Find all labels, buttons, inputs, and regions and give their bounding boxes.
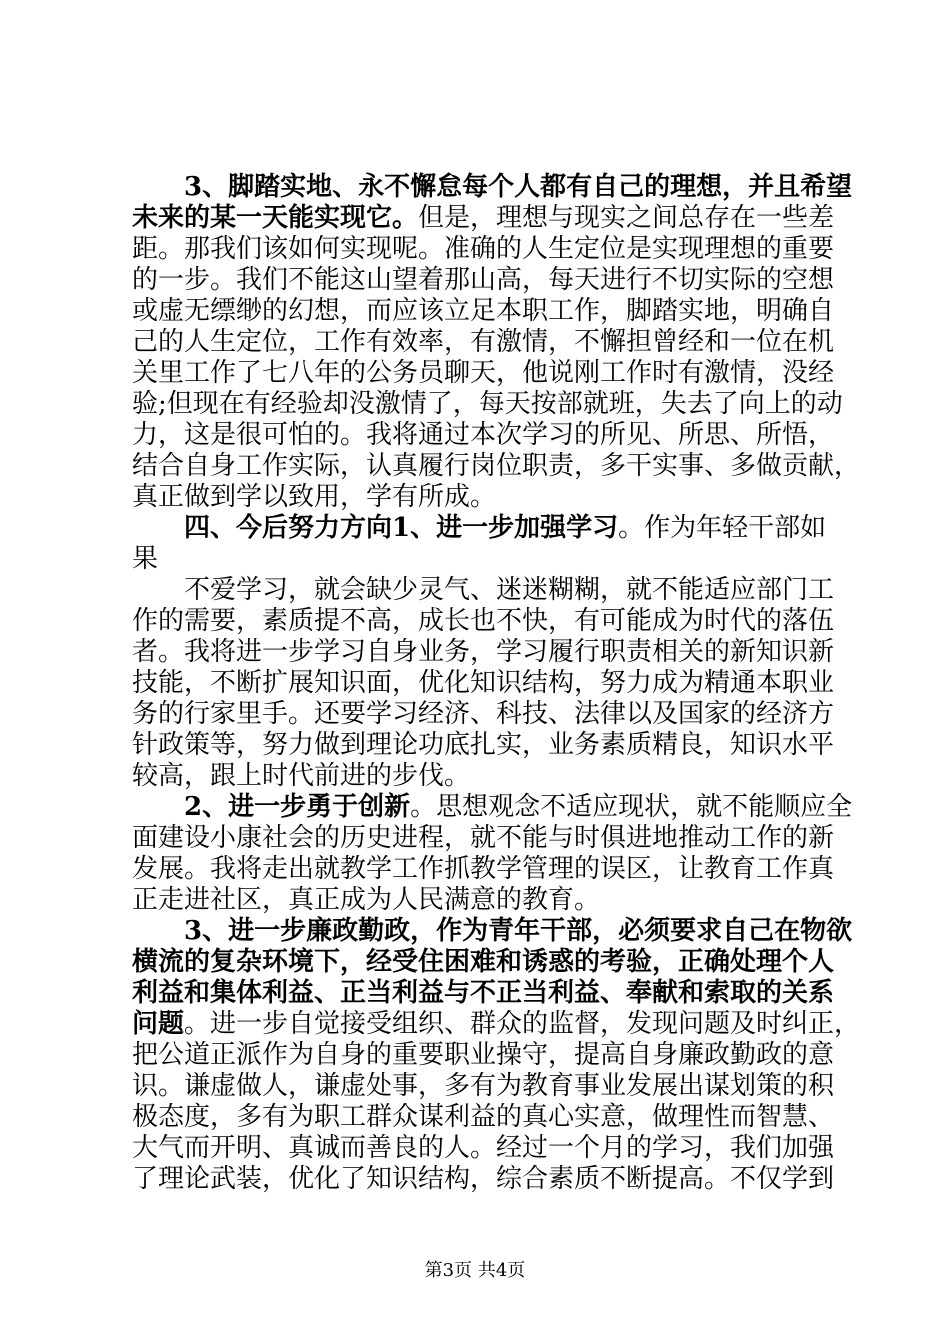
text-run: 作的需要，素质提不高，成长也不快，有可能成为时代的落伍 [132,606,835,636]
text-line [132,1009,861,1040]
text-line [132,978,842,1009]
text-line [132,668,842,699]
text-run: 极态度，多有为职工群众谋利益的真心实意，做理性而智慧、 [132,1102,835,1132]
text-line [132,1164,842,1195]
text-line [132,544,842,575]
text-line [132,358,842,389]
page-footer [0,1259,950,1283]
text-line [132,451,861,482]
text-line [132,1071,842,1102]
text-line [132,265,842,296]
bold-text-run: 未来的某一天能实现它。 [132,203,419,233]
paragraph [132,172,861,513]
text-run: 者。我将进一步学习自身业务，学习履行职责相关的新知识新 [132,637,835,667]
text-line [132,792,853,823]
text-line [132,203,842,234]
text-run: 大气而开明、真诚而善良的人。经过一个月的学习，我们加强 [132,1133,835,1163]
bold-text-run: 3、脚踏实地、永不懈怠每个人都有自己的理想，并且希望 [184,172,853,202]
text-line [132,513,842,544]
text-line [132,854,842,885]
text-line [132,327,842,358]
text-run: 己的人生定位，工作有效率，有激情，不懈担曾经和一位在机 [132,327,835,357]
text-line [132,420,842,451]
text-run: 技能，不断扩展知识面，优化知识结构，努力成为精通本职业 [132,668,835,698]
text-run: 务的行家里手。还要学习经济、科技、法律以及国家的经济方 [132,699,835,729]
text-line [132,234,842,265]
text-run: 果 [132,544,159,574]
text-line [132,172,853,203]
text-run: 把公道正派作为自身的重要职业操守，提高自身廉政勤政的意 [132,1040,835,1070]
document-body [132,172,861,1195]
text-line [132,1102,842,1133]
bold-text-run: 3、进一步廉政勤政，作为青年干部，必须要求自己在物欲 [184,916,853,946]
text-line [132,916,853,947]
paragraph [132,513,842,575]
text-run: 识。谦虚做人，谦虚处事，多有为教育事业发展出谋划策的积 [132,1071,835,1101]
text-run: 距。那我们该如何实现呢。准确的人生定位是实现理想的重要 [132,234,835,264]
text-line [132,296,842,327]
text-run: 力，这是很可怕的。我将通过本次学习的所见、所思、所悟， [132,420,835,450]
text-run: 。作为年轻干部如 [618,513,827,543]
text-run: 但是，理想与现实之间总存在一些差 [418,203,835,233]
paragraph [132,916,861,1195]
bold-text-run: 利益和集体利益、正当利益与不正当利益、奉献和索取的关系 [132,978,835,1008]
bold-text-run: 问题 [132,1009,185,1039]
text-run: 验;但现在有经验却没激情了，每天按部就班，失去了向上的动 [132,389,843,419]
text-run: 。思想观念不适应现状，就不能顺应全 [410,792,853,822]
text-run: 了理论武装，优化了知识结构，综合素质不断提高。不仅学到 [132,1164,835,1194]
text-run: 不爱学习，就会缺少灵气、迷迷糊糊，就不能适应部门工 [184,575,835,605]
page-number-label: 第3页 共4页 [424,1260,526,1281]
text-line [132,606,842,637]
text-line [132,699,842,730]
text-line [132,637,842,668]
text-run: 发展。我将走出就教学工作抓教学管理的误区，让教育工作真 [132,854,835,884]
text-line [132,730,842,761]
bold-text-run: 横流的复杂环境下，经受住困难和诱惑的考验，正确处理个人 [132,947,835,977]
text-line [132,761,842,792]
text-line [132,947,842,978]
text-line [132,1040,842,1071]
paragraph [132,575,842,792]
text-run: 真正做到学以致用，学有所成。 [132,482,497,512]
text-run: 。进一步自觉接受组织、群众的监督，发现问题及时纠正， [184,1009,861,1039]
bold-text-run: 2、进一步勇于创新 [184,792,411,822]
text-run: 的一步。我们不能这山望着那山高，每天进行不切实际的空想 [132,265,835,295]
text-run: 或虚无缥缈的幻想，而应该立足本职工作，脚踏实地，明确自 [132,296,835,326]
text-line [132,575,842,606]
text-run: 正走进社区，真正成为人民满意的教育。 [132,885,601,915]
text-line [132,823,842,854]
text-run: 关里工作了七八年的公务员聊天，他说刚工作时有激情，没经 [132,358,835,388]
text-run: 较高，跟上时代前进的步伐。 [132,761,471,791]
paragraph [132,792,853,916]
text-run: 面建设小康社会的历史进程，就不能与时俱进地推动工作的新 [132,823,835,853]
text-line [132,389,842,420]
text-line [132,885,842,916]
text-line [132,1133,842,1164]
text-run: 结合自身工作实际，认真履行岗位职责，多干实事、多做贡献， [132,451,861,481]
text-run: 针政策等，努力做到理论功底扎实，业务素质精良，知识水平 [132,730,835,760]
bold-text-run: 四、今后努力方向1、进一步加强学习 [184,513,619,543]
text-line [132,482,842,513]
